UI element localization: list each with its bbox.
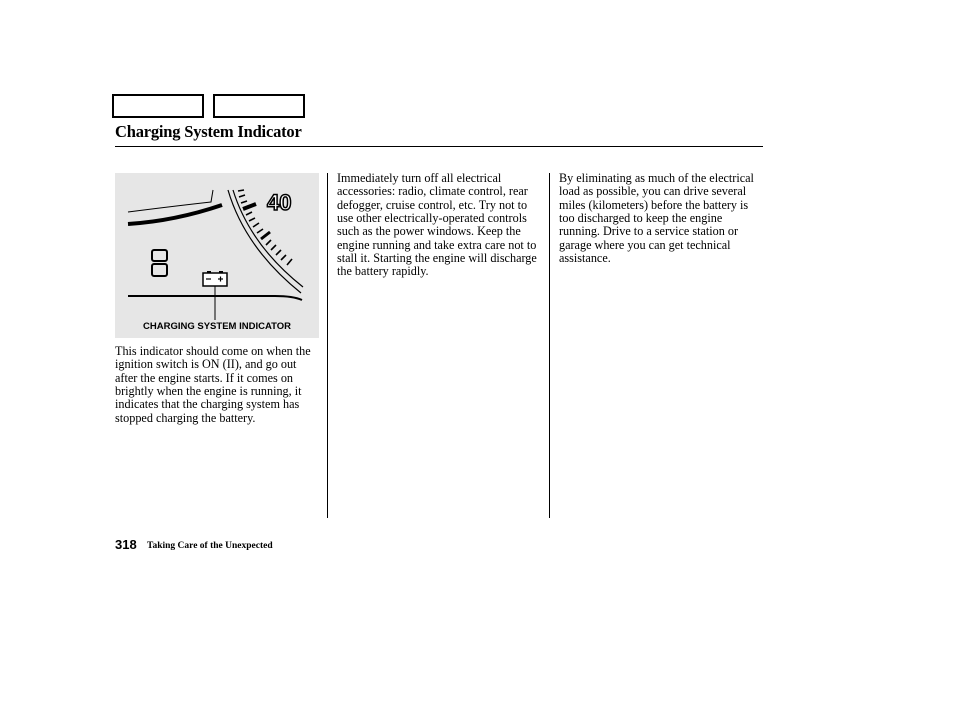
- seven-segment-digit: [152, 250, 167, 276]
- header-tab-box-left: [112, 94, 204, 118]
- figure-caption: CHARGING SYSTEM INDICATOR: [143, 321, 291, 332]
- gauge-thick-arc: [128, 205, 222, 224]
- column-divider-2: [549, 173, 550, 518]
- battery-icon: [203, 271, 227, 286]
- speedometer-number: 40: [267, 190, 292, 215]
- title-divider: [115, 146, 763, 147]
- gauge-outline-arc: [128, 190, 213, 212]
- column-3-paragraph: By eliminating as much of the electrical load as possible, you can drive several miles (kilometers) before the battery is too discharged to keep the engine running. Drive to a service station or garage where you can get technical assistance.: [559, 171, 754, 266]
- header-tab-box-right: [213, 94, 305, 118]
- instrument-panel-illustration: [115, 173, 319, 338]
- column-2-paragraph: Immediately turn off all electrical accessories: radio, climate control, rear defogger, cruise control, etc. Try not to use other electrically-operated controls such as the power windows. Keep the engine running and take extra care not to stall it. Starting the engine will discharge the battery rapidly.: [337, 171, 537, 279]
- footer-section-name: Taking Care of the Unexpected: [147, 541, 273, 551]
- column-1-paragraph: This indicator should come on when the ignition switch is ON (II), and go out after the engine starts. If it comes on brightly when the engine is running, it indicates that the charging system has stopped charging the battery.: [115, 344, 311, 425]
- page-number: 318: [115, 537, 137, 552]
- page-title: Charging System Indicator: [115, 122, 302, 141]
- column-divider-1: [327, 173, 328, 518]
- instrument-panel-figure: [115, 173, 319, 338]
